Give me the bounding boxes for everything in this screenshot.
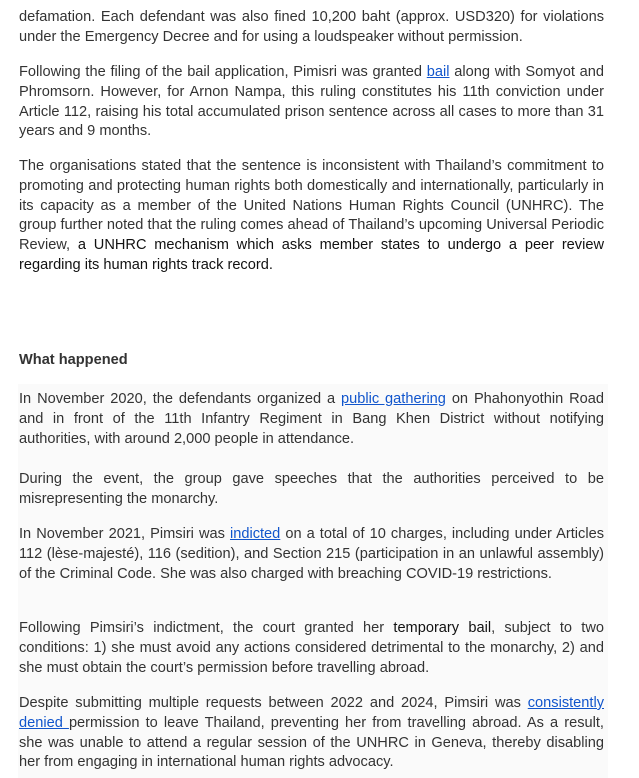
bail-link[interactable]: bail [426,64,450,80]
paragraph-text: Following the filing of the bail application, Pimisri was granted [19,64,427,80]
paragraph-text: Despite submitting multiple requests between 2022 and 2024, Pimsiri was [19,695,528,711]
paragraph-indictment [19,525,604,584]
paragraph-text: permission to leave Thailand, preventing her from travelling abroad. As a result, she was unable to attend a regular session of the UNHRC in Geneva, thereby disabling her from engaging in international human rights advocacy. [19,714,604,771]
temporary-bail-text: temporary bail [393,620,492,636]
public-gathering-link[interactable]: public gathering [341,391,446,407]
paragraph-travel-denied [19,694,604,773]
paragraph-speeches [19,470,604,510]
paragraph-text: The organisations stated that the sentence is inconsistent with Thailand’s commitment to promoting and protecting human rights both domestically and internationally, particularly in its capacity as a member of the United Nations Human Rights Council (UNHRC). The group further noted that the ruling comes ahead of Thailand’s upcoming Universal Periodic Review, [19,158,604,254]
paragraph-text: In November 2021, Pimsiri was [19,526,230,542]
paragraph-text: During the event, the group gave speeches that the authorities perceived to be misrepresenting the monarchy. [19,471,604,507]
indicted-link[interactable]: indicted [229,526,281,542]
paragraph-bail-granted [19,63,604,142]
paragraph-text: on Phahonyothin Road and in front of the 11th Infantry Regiment in Bang Khen District without notifying authorities, with around 2,000 people in attendance. [19,391,604,447]
section-heading-what-happened: What happened [19,352,128,368]
paragraph-text: Following Pimsiri’s indictment, the court granted her [19,620,394,636]
paragraph-temporary-bail [19,619,604,678]
paragraph-public-gathering [19,390,604,449]
paragraph-organisations-statement [19,157,604,276]
upr-description: a UNHRC mechanism which asks member states to undergo a peer review regarding its human rights track record. [19,237,604,273]
paragraph-text: In November 2020, the defendants organized a [19,391,342,407]
paragraph-text: on a total of 10 charges, including under Articles 112 (lèse-majesté), 116 (sedition), and Section 215 (participation in an unlawful assembly) of the Criminal Code. She was also charged with breaching COVID-19 restrictions. [19,526,604,582]
paragraph-text: along with Somyot and Phromsorn. However, for Arnon Nampa, this ruling constitutes his 11th conviction under Article 112, raising his total accumulated prison sentence across all cases to more than 31 years and 9 months. [19,64,604,140]
paragraph-text: defamation. Each defendant was also fined 10,200 baht (approx. USD320) for violations under the Emergency Decree and for using a loudspeaker without permission. [19,9,604,45]
consistently-denied-link[interactable]: consistently denied [19,695,604,731]
paragraph-text: , subject to two conditions: 1) she must avoid any actions considered detrimental to the monarchy, 2) and she must obtain the court’s permission before travelling abroad. [19,620,605,676]
paragraph-fines [19,8,604,48]
